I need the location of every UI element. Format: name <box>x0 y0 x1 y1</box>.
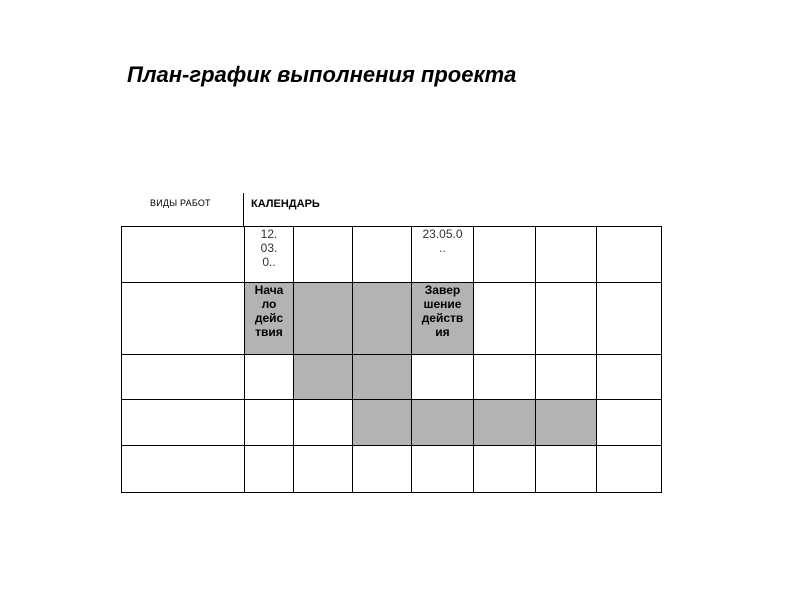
calendar-cell <box>597 227 662 283</box>
calendar-cell-shaded <box>412 400 474 446</box>
start-milestone-label: Нача ло дейс твия <box>254 283 284 339</box>
end-date-cell <box>412 227 474 283</box>
start-milestone-cell <box>245 283 294 355</box>
calendar-cell-shaded <box>294 355 353 400</box>
table-row <box>122 227 662 283</box>
table-row <box>122 400 662 446</box>
calendar-cell <box>353 227 412 283</box>
end-milestone-cell <box>412 283 474 355</box>
end-milestone-label: Завер шение действ ия <box>421 283 464 339</box>
calendar-cell <box>474 355 536 400</box>
table-row <box>122 446 662 493</box>
calendar-cell-shaded <box>353 283 412 355</box>
calendar-cell-shaded <box>353 400 412 446</box>
work-type-cell <box>122 400 245 446</box>
calendar-cell <box>536 283 597 355</box>
calendar-cell <box>536 446 597 493</box>
calendar-cell-shaded <box>536 400 597 446</box>
work-type-cell <box>122 283 245 355</box>
calendar-cell <box>597 283 662 355</box>
calendar-cell <box>353 446 412 493</box>
calendar-cell <box>412 446 474 493</box>
calendar-cell <box>597 400 662 446</box>
page-title: План-график выполнения проекта <box>127 62 517 87</box>
work-type-cell <box>122 355 245 400</box>
calendar-cell <box>474 227 536 283</box>
work-types-header: ВИДЫ РАБОТ <box>150 198 211 208</box>
calendar-cell-shaded <box>294 283 353 355</box>
table-row <box>122 283 662 355</box>
calendar-cell <box>294 446 353 493</box>
work-type-cell <box>122 446 245 493</box>
calendar-header: КАЛЕНДАРЬ <box>251 198 320 210</box>
table-row <box>122 355 662 400</box>
calendar-cell <box>245 446 294 493</box>
start-date-cell <box>245 227 294 283</box>
calendar-cell <box>474 446 536 493</box>
calendar-cell <box>536 227 597 283</box>
calendar-cell-shaded <box>353 355 412 400</box>
calendar-cell <box>536 355 597 400</box>
calendar-cell <box>597 446 662 493</box>
start-date: 12. 03. 0.. <box>260 227 278 269</box>
calendar-cell <box>294 227 353 283</box>
calendar-cell <box>412 355 474 400</box>
calendar-cell <box>597 355 662 400</box>
header-divider <box>243 193 244 226</box>
schedule-table <box>121 226 662 493</box>
calendar-cell-shaded <box>474 400 536 446</box>
work-type-cell <box>122 227 245 283</box>
calendar-cell <box>474 283 536 355</box>
calendar-cell <box>294 400 353 446</box>
calendar-cell <box>245 400 294 446</box>
calendar-cell <box>245 355 294 400</box>
end-date: 23.05.0 .. <box>422 227 463 255</box>
